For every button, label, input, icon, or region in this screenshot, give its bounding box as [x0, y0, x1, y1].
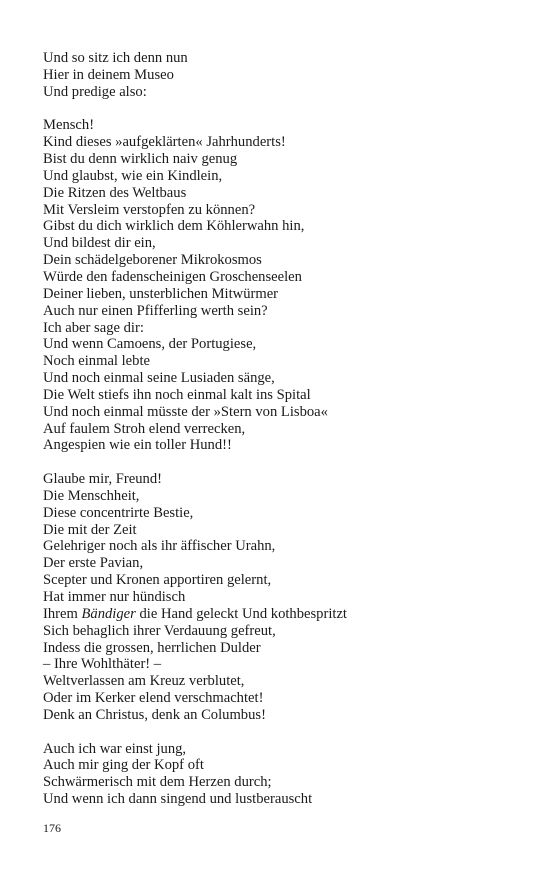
poem-line: Glaube mir, Freund!	[43, 471, 162, 488]
poem-text	[43, 50, 523, 808]
poem-line: Denk an Christus, denk an Columbus!	[43, 706, 266, 723]
poem-line: Deiner lieben, unsterblichen Mitwürmer	[43, 285, 279, 302]
poem-line: Gelehriger noch als ihr äffischer Urahn,	[43, 538, 276, 555]
poem-line: Die Welt stiefs ihn noch einmal kalt ins Spital	[43, 386, 311, 403]
poem-line: Und noch einmal müsste der »Stern von Lisboa«	[43, 403, 328, 420]
poem-line: Kind dieses »aufgeklärten« Jahrhunderts!	[43, 134, 286, 151]
poem-line: – Ihre Wohlthäter! –	[43, 656, 162, 673]
poem-line: Und wenn Camoens, der Portugiese,	[43, 336, 257, 353]
stanza-4	[43, 741, 523, 808]
poem-line: Und so sitz ich denn nun	[43, 50, 188, 66]
poem-line: Diese concentrirte Bestie,	[43, 504, 194, 521]
poem-line: Die mit der Zeit	[43, 521, 137, 538]
line-text: die Hand geleckt Und kothbespritzt	[135, 605, 347, 622]
poem-line: Und noch einmal seine Lusiaden sänge,	[43, 370, 275, 387]
poem-line: Indess die grossen, herrlichen Dulder	[43, 639, 261, 656]
poem-line-with-italic	[43, 606, 523, 623]
poem-line: Noch einmal lebte	[43, 353, 150, 370]
poem-line: Auch ich war einst jung,	[43, 740, 187, 757]
poem-line: Und predige also:	[43, 83, 147, 100]
stanza-2	[43, 117, 523, 454]
poem-line: Oder im Kerker elend verschmachtet!	[43, 690, 264, 707]
poem-line: Würde den fadenscheinigen Groschenseelen	[43, 268, 302, 285]
poem-line: Dein schädelgeborener Mikrokosmos	[43, 252, 262, 269]
page-number: 176	[43, 821, 61, 835]
poem-line: Ich aber sage dir:	[43, 319, 144, 336]
poem-line: Und bildest dir ein,	[43, 235, 156, 252]
poem-line: Bist du denn wirklich naiv genug	[43, 151, 238, 168]
poem-line: Angespien wie ein toller Hund!!	[43, 437, 232, 454]
poem-line: Weltverlassen am Kreuz verblutet,	[43, 673, 245, 690]
poem-line: Auf faulem Stroh elend verrecken,	[43, 420, 246, 437]
poem-line: Schwärmerisch mit dem Herzen durch;	[43, 774, 272, 791]
poem-line: Hat immer nur hündisch	[43, 589, 186, 605]
poem-line: Auch nur einen Pfifferling werth sein?	[43, 302, 268, 319]
poem-line: Die Menschheit,	[43, 487, 140, 504]
poem-line: Mensch!	[43, 117, 95, 134]
poem-line: Sich behaglich ihrer Verdauung gefreut,	[43, 622, 276, 639]
poem-line: Und glaubst, wie ein Kindlein,	[43, 167, 223, 184]
stanza-gap	[43, 454, 523, 471]
poem-line: Hier in deinem Museo	[43, 66, 174, 83]
stanza-3	[43, 471, 523, 724]
italic-word: Bändiger	[81, 605, 136, 622]
poem-line: Der erste Pavian,	[43, 555, 144, 572]
poem-line: Und wenn ich dann singend und lustberauscht	[43, 791, 313, 808]
line-text: Ihrem	[43, 605, 82, 622]
poem-line: Scepter und Kronen apportiren gelernt,	[43, 572, 272, 589]
stanza-gap	[43, 101, 523, 118]
stanza-gap	[43, 724, 523, 741]
poem-line: Gibst du dich wirklich dem Köhlerwahn hin,	[43, 218, 305, 235]
poem-line: Die Ritzen des Weltbaus	[43, 184, 187, 201]
poem-line: Mit Versleim verstopfen zu können?	[43, 201, 256, 218]
poem-line: Auch mir ging der Kopf oft	[43, 757, 204, 774]
stanza-1	[43, 50, 523, 101]
